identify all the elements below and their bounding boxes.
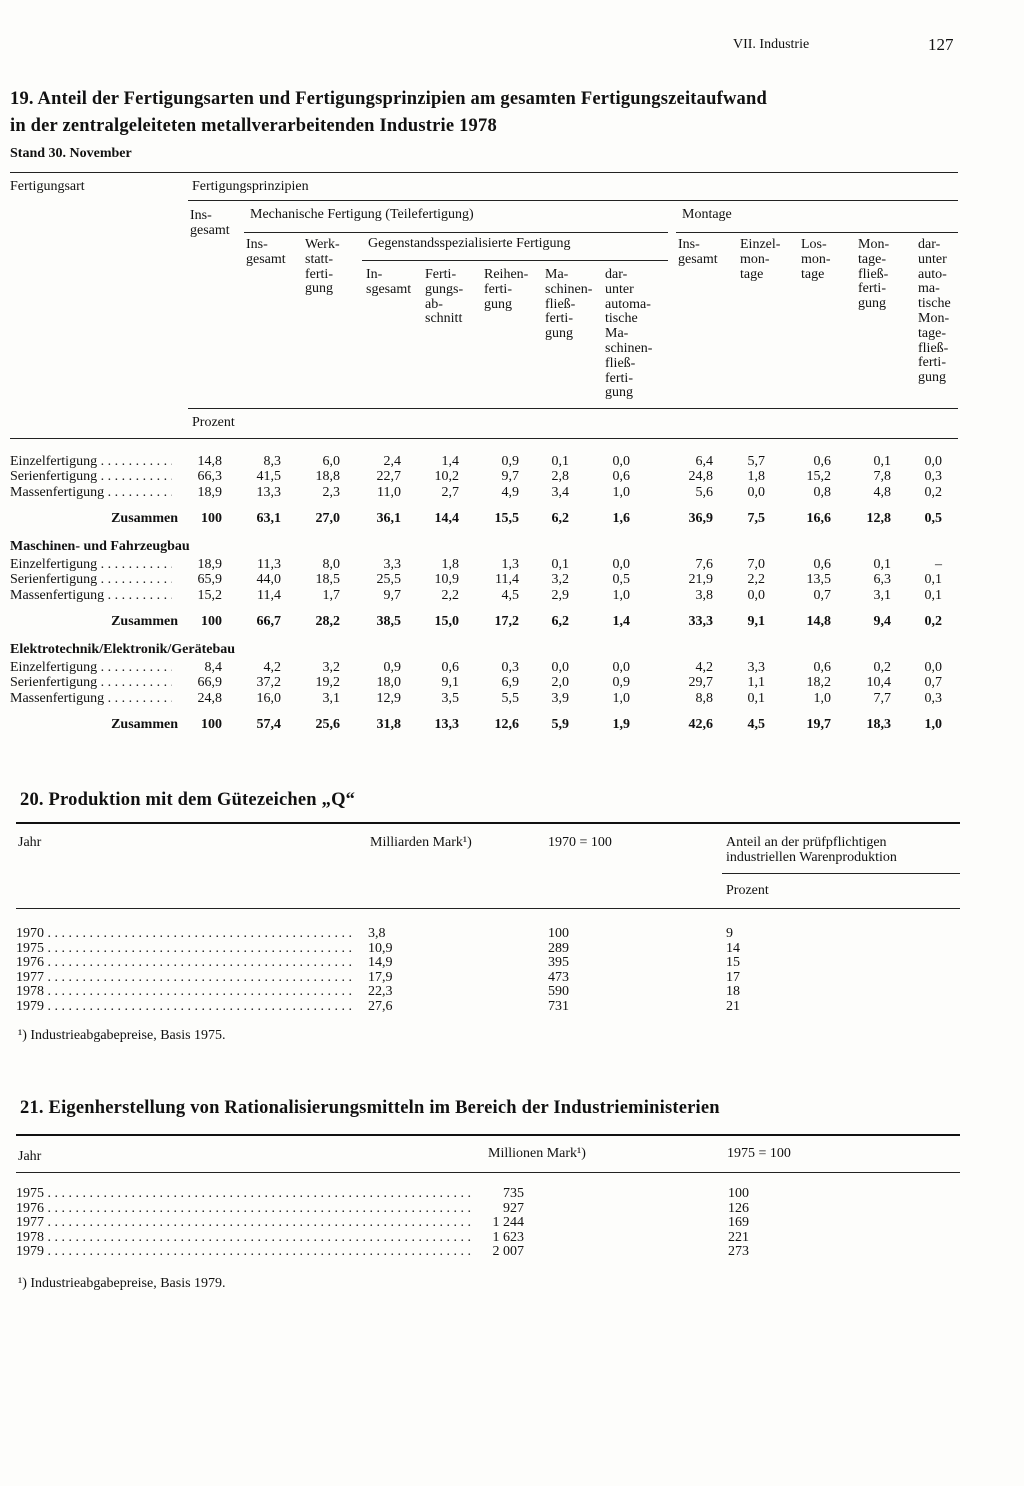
table-cell: 21,9 — [688, 572, 713, 588]
table-19-title-line2: in der zentralgeleiteten metallverarbeitenden Industrie 1978 — [10, 116, 497, 136]
page-number: 127 — [928, 35, 954, 54]
t21-header-millionen: Millionen Mark¹) — [488, 1146, 586, 1161]
header-fertigungsabschnitt: Ferti- gungs- ab- schnitt — [425, 267, 464, 327]
total-cell: 0,2 — [924, 613, 942, 629]
total-cell: 25,6 — [315, 716, 340, 732]
total-cell: 5,9 — [551, 716, 569, 732]
table-cell: 0,6 — [612, 469, 630, 485]
header-g-insgesamt: In- sgesamt — [366, 267, 412, 297]
group-title: Elektrotechnik/Elektronik/Gerätebau — [10, 642, 236, 657]
table-19-subtitle: Stand 30. November — [10, 146, 132, 161]
table-cell: 2,7 — [441, 484, 459, 500]
header-mech-insgesamt: Ins- gesamt — [246, 237, 286, 267]
t21-header-index: 1975 = 100 — [727, 1146, 791, 1161]
total-cell: 63,1 — [256, 510, 281, 526]
t20-header-jahr: Jahr — [18, 835, 42, 850]
table-cell: 2,3 — [322, 484, 340, 500]
table-cell: 0,2 — [924, 484, 942, 500]
table-cell: 0,9 — [383, 660, 401, 675]
total-cell: 1,4 — [612, 613, 630, 629]
table-cell: 19,2 — [315, 675, 340, 691]
table-cell: 8,8 — [695, 690, 713, 706]
total-label: Zusammen — [111, 613, 178, 629]
table-cell: 18,0 — [376, 675, 401, 691]
row-label: Massenfertigung . . . — [10, 691, 172, 706]
table-cell: 11,0 — [377, 484, 401, 500]
row-label: Einzelfertigung . . . — [10, 660, 172, 675]
total-cell: 19,7 — [806, 716, 831, 732]
table-cell: 11,4 — [495, 572, 519, 588]
index-cell: 126 — [728, 1200, 749, 1216]
table-cell: 10,4 — [866, 675, 891, 691]
total-cell: 12,6 — [494, 716, 519, 732]
table-cell: 7,0 — [747, 557, 765, 572]
t21-footnote: ¹) Industrieabgabepreise, Basis 1979. — [18, 1276, 226, 1291]
millionen-cell: 927 — [503, 1200, 524, 1216]
table-cell: 11,3 — [257, 557, 281, 572]
total-cell: 13,3 — [434, 716, 459, 732]
table-cell: 2,8 — [551, 469, 569, 485]
total-cell: 33,3 — [688, 613, 713, 629]
table-cell: 0,5 — [612, 572, 630, 588]
year-cell: 1975 . . . — [16, 1186, 472, 1201]
table-cell: 9,7 — [501, 469, 519, 485]
header-fertigungsart: Fertigungsart — [10, 179, 85, 194]
header-montage-insgesamt: Ins- gesamt — [678, 237, 718, 267]
total-cell: 66,7 — [256, 613, 281, 629]
row-label: Serienfertigung . . . — [10, 572, 172, 587]
index-cell: 273 — [728, 1244, 749, 1260]
table-cell: 0,8 — [813, 484, 831, 500]
index-cell: 100 — [548, 926, 569, 941]
table-cell: 4,2 — [695, 660, 713, 675]
t20-footnote: ¹) Industrieabgabepreise, Basis 1975. — [18, 1028, 226, 1043]
table-cell: 22,7 — [376, 469, 401, 485]
group-title: Maschinen- und Fahrzeugbau — [10, 539, 190, 554]
total-label: Zusammen — [111, 510, 178, 526]
table-cell: 18,9 — [197, 557, 222, 572]
table-cell: 7,8 — [873, 469, 891, 485]
header-insgesamt: Ins- gesamt — [190, 208, 230, 238]
table-cell: 3,3 — [383, 557, 401, 572]
table-cell: 0,1 — [924, 572, 942, 588]
anteil-cell: 15 — [726, 955, 740, 971]
header-mechanische-fertigung: Mechanische Fertigung (Teilefertigung) — [250, 207, 474, 222]
table-cell: 1,8 — [747, 469, 765, 485]
t20-header-milliarden: Milliarden Mark¹) — [370, 835, 472, 850]
year-cell: 1979 . . . — [16, 1244, 472, 1259]
table-cell: 2,2 — [747, 572, 765, 588]
header-einzelmontage: Einzel- mon- tage — [740, 237, 781, 282]
table-cell: 2,9 — [551, 587, 569, 603]
table-cell: 18,9 — [197, 484, 222, 500]
table-cell: 5,7 — [747, 454, 765, 469]
millionen-cell: 2 007 — [492, 1244, 524, 1260]
table-21-header-bottom-rule — [16, 1172, 960, 1173]
table-cell: 41,5 — [256, 469, 281, 485]
table-cell: 4,9 — [501, 484, 519, 500]
table-cell: 0,1 — [747, 690, 765, 706]
millionen-cell: 1 623 — [492, 1229, 524, 1245]
table-cell: 66,9 — [197, 675, 222, 691]
header-losmontage: Los- mon- tage — [801, 237, 831, 282]
header-automatische-maschinenfliessfertigung: dar- unter automa- tische Ma- schinen- fließ- ferti- gung — [605, 267, 653, 401]
table-cell: 44,0 — [256, 572, 281, 588]
total-cell: 27,0 — [315, 510, 340, 526]
table-cell: 6,0 — [322, 454, 340, 469]
row-label: Einzelfertigung . . . — [10, 454, 172, 469]
table-cell: 2,4 — [383, 454, 401, 469]
milliarden-cell: 10,9 — [368, 940, 393, 956]
index-cell: 731 — [548, 999, 569, 1014]
table-cell: 8,0 — [322, 557, 340, 572]
table-cell: 7,6 — [695, 557, 713, 572]
milliarden-cell: 27,6 — [368, 999, 393, 1014]
year-cell: 1976 . . . — [16, 1201, 472, 1216]
table-cell: 29,7 — [688, 675, 713, 691]
table-cell: 18,5 — [315, 572, 340, 588]
index-cell: 395 — [548, 955, 569, 971]
table-cell: 18,2 — [806, 675, 831, 691]
table-cell: 24,8 — [688, 469, 713, 485]
table-cell: 9,7 — [383, 587, 401, 603]
milliarden-cell: 17,9 — [368, 969, 393, 985]
total-cell: 9,1 — [747, 613, 765, 629]
table-cell: 0,1 — [924, 587, 942, 603]
table-cell: 3,3 — [747, 660, 765, 675]
table-cell: 0,0 — [612, 660, 630, 675]
table-cell: 5,5 — [501, 690, 519, 706]
year-cell: 1977 . . . — [16, 970, 354, 985]
table-cell: 14,8 — [197, 454, 222, 469]
anteil-cell: 21 — [726, 999, 740, 1014]
unit-label: Prozent — [192, 415, 235, 430]
header-montagefliessfertigung: Mon- tage- fließ- ferti- gung — [858, 237, 890, 312]
table-20-top-rule — [16, 822, 960, 824]
total-cell: 6,2 — [551, 510, 569, 526]
table-cell: 3,2 — [322, 660, 340, 675]
table-cell: 1,8 — [441, 557, 459, 572]
year-cell: 1978 . . . — [16, 984, 354, 999]
table-cell: 0,7 — [813, 587, 831, 603]
index-cell: 590 — [548, 984, 569, 1000]
table-cell: 0,1 — [873, 454, 891, 469]
table-cell: 8,3 — [263, 454, 281, 469]
index-cell: 473 — [548, 969, 569, 985]
total-cell: 15,0 — [434, 613, 459, 629]
table-cell: 0,1 — [873, 557, 891, 572]
index-cell: 169 — [728, 1215, 749, 1231]
table-19-top-rule — [10, 172, 958, 173]
table-cell: 1,0 — [612, 484, 630, 500]
table-cell: 1,0 — [813, 690, 831, 706]
year-cell: 1970 . . . — [16, 926, 354, 941]
year-cell: 1978 . . . — [16, 1230, 472, 1245]
anteil-cell: 9 — [726, 926, 733, 941]
index-cell: 100 — [728, 1186, 749, 1201]
total-cell: 12,8 — [866, 510, 891, 526]
table-cell: 3,2 — [551, 572, 569, 588]
table-cell: 0,3 — [501, 660, 519, 675]
header-rule-gegen — [362, 260, 668, 261]
table-cell: 4,2 — [263, 660, 281, 675]
table-cell: 4,5 — [501, 587, 519, 603]
total-cell: 15,5 — [494, 510, 519, 526]
table-cell: 11,4 — [257, 587, 281, 603]
total-cell: 31,8 — [376, 716, 401, 732]
table-cell: 0,0 — [551, 660, 569, 675]
table-cell: 7,7 — [873, 690, 891, 706]
table-cell: 0,2 — [873, 660, 891, 675]
table-cell: 12,9 — [376, 690, 401, 706]
table-cell: 6,4 — [695, 454, 713, 469]
header-rule-montage — [676, 232, 958, 233]
table-cell: 0,0 — [612, 454, 630, 469]
table-cell: 0,6 — [441, 660, 459, 675]
total-label: Zusammen — [111, 716, 178, 732]
table-cell: 0,6 — [813, 660, 831, 675]
row-label: Massenfertigung . . . — [10, 485, 172, 500]
total-cell: 4,5 — [747, 716, 765, 732]
total-cell: 1,9 — [612, 716, 630, 732]
table-cell: 6,3 — [873, 572, 891, 588]
total-cell: 100 — [201, 716, 222, 732]
table-20-header-bottom-rule — [16, 908, 960, 909]
table-cell: 0,7 — [924, 675, 942, 691]
table-cell: 0,1 — [551, 557, 569, 572]
table-cell: 3,8 — [695, 587, 713, 603]
total-cell: 14,4 — [434, 510, 459, 526]
table-cell: 13,3 — [256, 484, 281, 500]
table-21-title: 21. Eigenherstellung von Rationalisierungsmitteln im Bereich der Industrieministerien — [20, 1098, 720, 1118]
table-cell: 15,2 — [197, 587, 222, 603]
header-montage: Montage — [682, 207, 732, 222]
index-cell: 289 — [548, 940, 569, 956]
table-cell: 0,0 — [924, 660, 942, 675]
year-cell: 1975 . . . — [16, 941, 354, 956]
anteil-cell: 14 — [726, 940, 740, 956]
table-cell: 0,0 — [747, 587, 765, 603]
header-gegenstandsspezialisiert: Gegenstandsspezialisierte Fertigung — [368, 236, 571, 251]
table-cell: 1,0 — [612, 587, 630, 603]
index-cell: 221 — [728, 1229, 749, 1245]
table-cell: 0,3 — [924, 690, 942, 706]
header-maschinenfliessfertigung: Ma- schinen- fließ- ferti- gung — [545, 267, 593, 342]
table-19-header-bottom-rule — [10, 438, 958, 439]
table-cell: 1,7 — [322, 587, 340, 603]
table-cell: – — [935, 557, 942, 572]
table-cell: 5,6 — [695, 484, 713, 500]
table-cell: 13,5 — [806, 572, 831, 588]
table-cell: 2,0 — [551, 675, 569, 691]
milliarden-cell: 14,9 — [368, 955, 393, 971]
total-cell: 100 — [201, 613, 222, 629]
total-cell: 42,6 — [688, 716, 713, 732]
table-cell: 3,1 — [873, 587, 891, 603]
millionen-cell: 735 — [503, 1186, 524, 1201]
header-rule-mech — [244, 232, 668, 233]
header-automatische-montagefliessfertigung: dar- unter auto- ma- tische Mon- tage- fließ- ferti- gung — [918, 237, 951, 386]
total-cell: 0,5 — [924, 510, 942, 526]
total-cell: 57,4 — [256, 716, 281, 732]
row-label: Einzelfertigung . . . — [10, 557, 172, 572]
header-werkstattfertigung: Werk- statt- ferti- gung — [305, 237, 340, 297]
table-cell: 9,1 — [441, 675, 459, 691]
t21-header-jahr: Jahr — [18, 1149, 42, 1164]
table-cell: 4,8 — [873, 484, 891, 500]
table-cell: 25,5 — [376, 572, 401, 588]
year-cell: 1977 . . . — [16, 1215, 472, 1230]
table-cell: 3,1 — [322, 690, 340, 706]
total-cell: 18,3 — [866, 716, 891, 732]
year-cell: 1976 . . . — [16, 955, 354, 970]
total-cell: 9,4 — [873, 613, 891, 629]
header-rule-unit — [188, 408, 958, 409]
table-20-title: 20. Produktion mit dem Gütezeichen „Q“ — [20, 790, 356, 810]
total-cell: 17,2 — [494, 613, 519, 629]
table-cell: 24,8 — [197, 690, 222, 706]
header-fertigungsprinzipien: Fertigungsprinzipien — [192, 179, 309, 194]
table-cell: 0,1 — [551, 454, 569, 469]
table-21-top-rule — [16, 1134, 960, 1136]
header-rule-prinzipien — [188, 200, 958, 201]
table-cell: 15,2 — [806, 469, 831, 485]
table-cell: 3,4 — [551, 484, 569, 500]
year-cell: 1979 . . . — [16, 999, 354, 1014]
total-cell: 1,0 — [924, 716, 942, 732]
t20-header-index: 1970 = 100 — [548, 835, 612, 850]
header-reihenfertigung: Reihen- ferti- gung — [484, 267, 529, 312]
table-cell: 37,2 — [256, 675, 281, 691]
table-cell: 0,9 — [501, 454, 519, 469]
table-cell: 0,9 — [612, 675, 630, 691]
table-cell: 0,0 — [612, 557, 630, 572]
total-cell: 1,6 — [612, 510, 630, 526]
table-cell: 1,1 — [747, 675, 765, 691]
table-cell: 6,9 — [501, 675, 519, 691]
anteil-cell: 18 — [726, 984, 740, 1000]
t20-header-anteil: Anteil an der prüfpflichtigen industriellen Warenproduktion — [726, 835, 897, 865]
anteil-cell: 17 — [726, 969, 740, 985]
table-cell: 10,9 — [434, 572, 459, 588]
table-cell: 16,0 — [256, 690, 281, 706]
row-label: Serienfertigung . . . — [10, 469, 172, 484]
millionen-cell: 1 244 — [492, 1215, 524, 1231]
table-cell: 0,6 — [813, 557, 831, 572]
table-cell: 8,4 — [204, 660, 222, 675]
table-cell: 18,8 — [315, 469, 340, 485]
total-cell: 14,8 — [806, 613, 831, 629]
table-cell: 3,9 — [551, 690, 569, 706]
table-cell: 0,0 — [747, 484, 765, 500]
table-cell: 3,5 — [441, 690, 459, 706]
row-label: Massenfertigung . . . — [10, 588, 172, 603]
table-cell: 10,2 — [434, 469, 459, 485]
table-cell: 0,0 — [924, 454, 942, 469]
row-label: Serienfertigung . . . — [10, 675, 172, 690]
table-cell: 1,0 — [612, 690, 630, 706]
t20-header-prozent: Prozent — [726, 883, 769, 898]
total-cell: 100 — [201, 510, 222, 526]
running-header: VII. Industrie — [733, 37, 810, 52]
t20-header-rule-anteil — [722, 873, 960, 874]
milliarden-cell: 3,8 — [368, 926, 386, 941]
table-19-title-line1: 19. Anteil der Fertigungsarten und Fertigungsprinzipien am gesamten Fertigungszeitaufwand — [10, 89, 767, 109]
table-cell: 66,3 — [197, 469, 222, 485]
total-cell: 7,5 — [747, 510, 765, 526]
total-cell: 16,6 — [806, 510, 831, 526]
total-cell: 38,5 — [376, 613, 401, 629]
table-cell: 1,3 — [501, 557, 519, 572]
total-cell: 36,1 — [376, 510, 401, 526]
total-cell: 36,9 — [688, 510, 713, 526]
total-cell: 28,2 — [315, 613, 340, 629]
milliarden-cell: 22,3 — [368, 984, 393, 1000]
table-cell: 65,9 — [197, 572, 222, 588]
table-cell: 0,6 — [813, 454, 831, 469]
total-cell: 6,2 — [551, 613, 569, 629]
table-cell: 1,4 — [441, 454, 459, 469]
table-cell: 0,3 — [924, 469, 942, 485]
table-cell: 2,2 — [441, 587, 459, 603]
